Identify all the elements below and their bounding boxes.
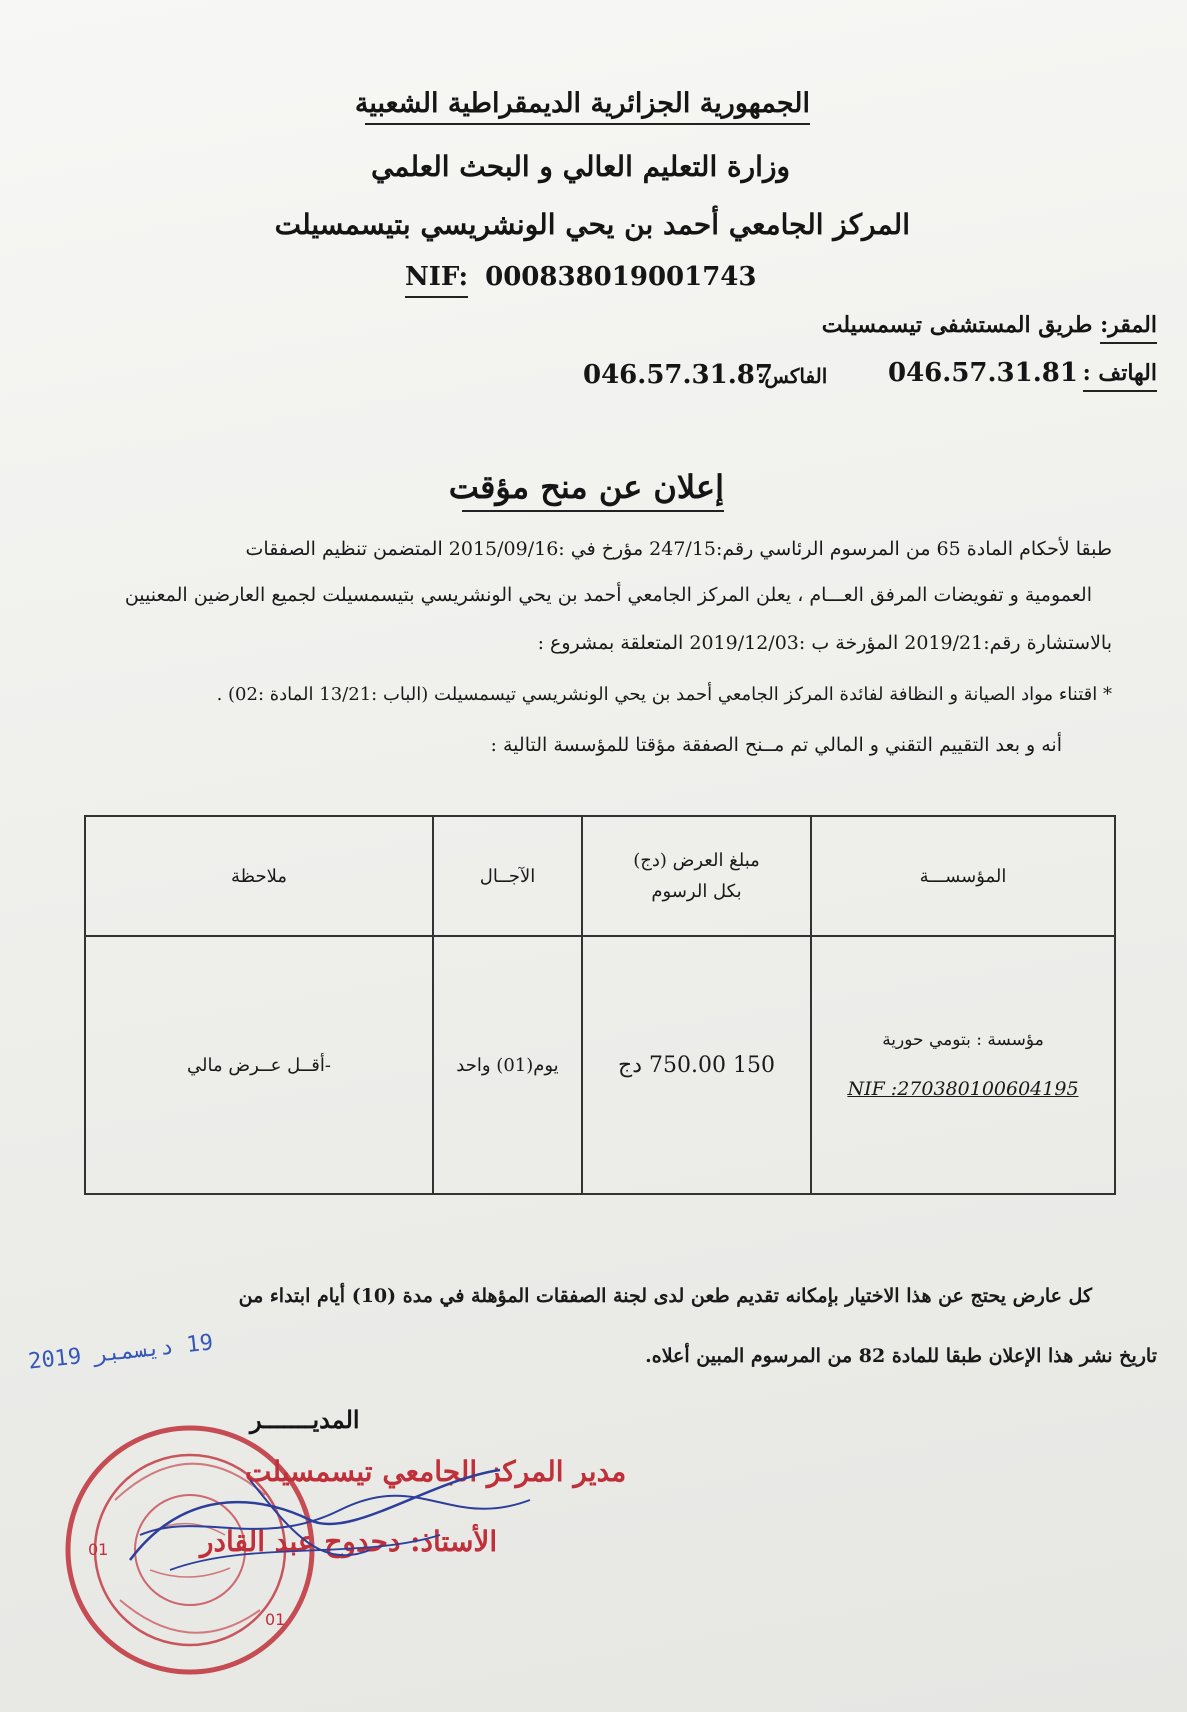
director-label: المديـــــــر (250, 1405, 360, 1434)
phone-value: 046.57.31.81 (888, 358, 1078, 388)
fax-value: 046.57.31.87 (583, 360, 773, 390)
ministry-title: وزارة التعليم العالي و البحث العلمي (370, 150, 790, 183)
table-header-row (85, 816, 1115, 936)
footer-line-1: كل عارض يحتج عن هذا الاختيار بإمكانه تقديم طعن لدى لجنة الصفقات المؤهلة في مدة (10) أيام ابتداء من (238, 1285, 1092, 1307)
address-line (822, 312, 1157, 338)
republic-title: الجمهورية الجزائرية الديمقراطية الشعبية (365, 88, 810, 125)
announcement-line-4: * اقتناء مواد الصيانة و النظافة لفائدة المركز الجامعي أحمد بن يحي الونشريسي تيسمسيلت (الباب :13/21 المادة :02) . (216, 684, 1112, 705)
fax-label: الفاكس: (757, 364, 828, 388)
date-stamp: 19 ديسمبر 2019 (27, 1330, 215, 1375)
signature-stamp-line-1: مدير المركز الجامعي تيسمسيلت (245, 1455, 627, 1488)
cell-note: -أقــل عــرض مالي (85, 936, 433, 1194)
announcement-line-1: طبقا لأحكام المادة 65 من المرسوم الرئاسي رقم:247/15 مؤرخ في :2015/09/16 المتضمن تنظيم الصفقات (245, 538, 1112, 560)
header-amount-line-2: بكل الرسوم (651, 881, 742, 902)
header-amount (582, 816, 811, 936)
announcement-line-3: بالاستشارة رقم:2019/21 المؤرخة ب :2019/12/03 المتعلقة بمشروع : (537, 632, 1112, 654)
header-duration: الآجــال (433, 816, 582, 936)
nif-value: 000838019001743 (485, 262, 757, 292)
announcement-line-5: أنه و بعد التقييم التقني و المالي تم مــنح الصفقة مؤقتا للمؤسسة التالية : (490, 734, 1062, 756)
nif-line (405, 262, 757, 292)
handwritten-signature (110, 1440, 550, 1590)
footer-line-2: تاريخ نشر هذا الإعلان طبقا للمادة 82 من المرسوم المبين أعلاه. (645, 1345, 1157, 1367)
cell-amount: 150 750.00 دج (582, 936, 811, 1194)
announcement-line-2: العمومية و تفويضات المرفق العـــام ، يعلن المركز الجامعي أحمد بن يحي الونشريسي بتيسمسيلت لجميع العارضين المعنيين (124, 584, 1092, 606)
address-value: طريق المستشفى تيسمسيلت (821, 312, 1093, 338)
svg-text:01: 01 (88, 1540, 109, 1559)
company-nif: NIF :270380100604195 (847, 1078, 1079, 1100)
company-name: مؤسسة : بتومي حورية (882, 1030, 1044, 1050)
nif-label: NIF: (405, 262, 468, 298)
cell-company (811, 936, 1115, 1194)
svg-text:01: 01 (265, 1610, 286, 1629)
award-table (84, 815, 1116, 1195)
signature-stamp-line-2: الأستاذ: دحدوح عبد القادر (200, 1525, 498, 1558)
address-label: المقر: (1100, 312, 1157, 344)
header-institution: المؤسســـة (811, 816, 1115, 936)
cell-duration: يوم(01) واحد (433, 936, 582, 1194)
announcement-title: إعلان عن منح مؤقت (462, 468, 724, 512)
table-row (85, 936, 1115, 1194)
header-note: ملاحظة (85, 816, 433, 936)
header-amount-line-1: مبلغ العرض (دج) (633, 850, 760, 871)
institution-title: المركز الجامعي أحمد بن يحي الونشريسي بتيسمسيلت (274, 208, 910, 241)
phone-label: الهاتف : (1083, 360, 1157, 386)
